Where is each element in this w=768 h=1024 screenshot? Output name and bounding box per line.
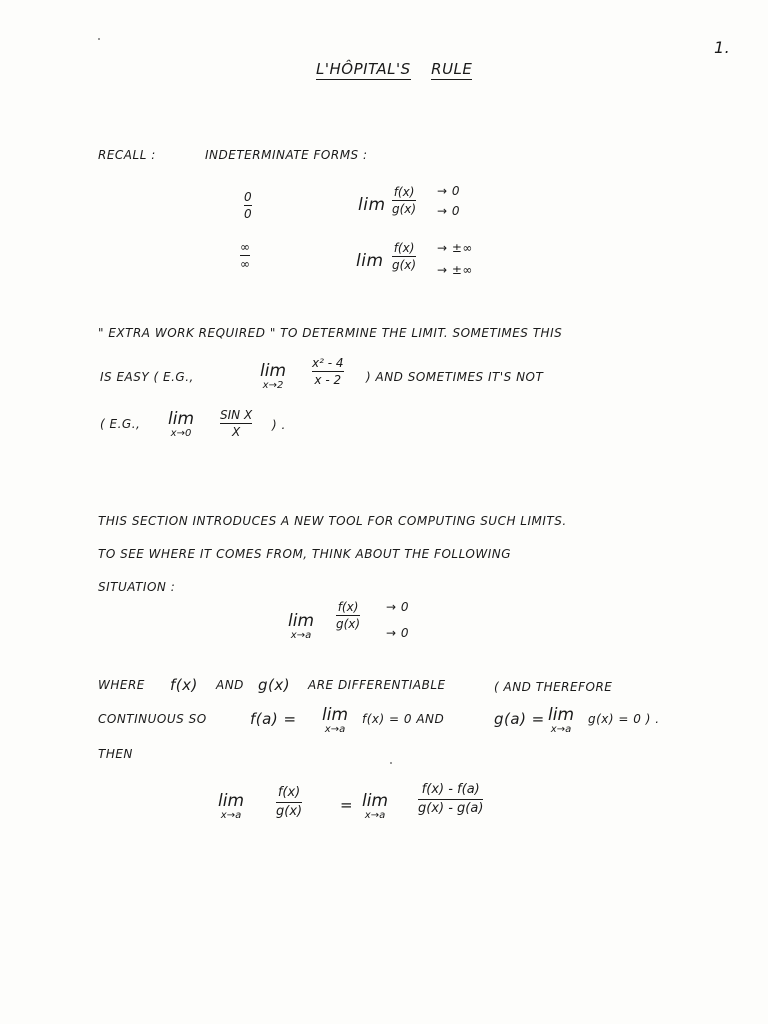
final-fraction-2 bbox=[418, 782, 483, 817]
example2-limit bbox=[168, 410, 194, 440]
form1-denominator: g(x) bbox=[392, 202, 417, 217]
final-equals: = bbox=[340, 796, 354, 814]
form2-lim: lim bbox=[356, 251, 384, 271]
scan-speck bbox=[98, 38, 100, 40]
example1-limit bbox=[260, 362, 286, 392]
para3-lim1-word: lim bbox=[322, 705, 349, 725]
final-fraction2-numerator: f(x) - f(a) bbox=[421, 782, 480, 797]
final-lim2-subscript: x→a bbox=[364, 810, 386, 821]
example2-denominator: X bbox=[231, 425, 241, 440]
title-part-1: L'HÔPITAL'S bbox=[316, 60, 411, 78]
example2-lim-word: lim bbox=[168, 409, 195, 429]
para3-lim2-word: lim bbox=[548, 705, 575, 725]
para3-fa: f(a) = bbox=[250, 710, 297, 728]
final-lim1-subscript: x→a bbox=[220, 810, 242, 821]
example2-fraction bbox=[220, 408, 252, 439]
form2-denominator-tendency: → ±∞ bbox=[437, 263, 473, 277]
para1-line1: " EXTRA WORK REQUIRED " TO DETERMINE THE LIMIT. SOMETIMES THIS bbox=[98, 326, 563, 340]
para3-and-therefore: ( AND THEREFORE bbox=[494, 680, 613, 694]
page-number: 1. bbox=[714, 38, 731, 57]
form2-numerator-tendency: → ±∞ bbox=[437, 241, 473, 255]
situation-numerator: f(x) bbox=[337, 600, 359, 614]
para3-where: WHERE bbox=[98, 678, 145, 692]
situation-numerator-tendency: → 0 bbox=[386, 600, 410, 614]
page-title bbox=[316, 60, 472, 78]
form2-fraction bbox=[392, 241, 416, 272]
example2-lim-subscript: x→0 bbox=[170, 428, 192, 439]
form2-numerator: f(x) bbox=[393, 241, 415, 255]
scan-speck bbox=[390, 762, 392, 764]
example1-numerator: x² - 4 bbox=[312, 356, 344, 370]
example1-denominator: x - 2 bbox=[314, 373, 342, 388]
para3-ga: g(a) = bbox=[494, 710, 545, 728]
symbol-numerator: ∞ bbox=[240, 240, 250, 254]
final-fraction1-numerator: f(x) bbox=[277, 785, 301, 800]
final-lim2-word: lim bbox=[362, 791, 389, 811]
para3-lim1-subscript: x→a bbox=[324, 724, 346, 735]
symbol-denominator: 0 bbox=[244, 207, 252, 222]
final-fraction1-denominator: g(x) bbox=[276, 804, 303, 820]
para1-line2-start: IS EASY ( E.G., bbox=[100, 370, 194, 384]
para3-differentiable: ARE DIFFERENTIABLE bbox=[308, 678, 446, 692]
example1-lim-word: lim bbox=[260, 361, 287, 381]
symbol-numerator: 0 bbox=[244, 190, 252, 204]
situation-lim-subscript: x→a bbox=[290, 630, 312, 641]
zero-over-zero-symbol bbox=[244, 190, 252, 221]
para3-gx: g(x) bbox=[258, 676, 291, 694]
example2-numerator: SIN X bbox=[220, 408, 253, 422]
indeterminate-forms-heading: INDETERMINATE FORMS : bbox=[205, 148, 368, 162]
example1-lim-subscript: x→2 bbox=[262, 380, 284, 391]
para3-limit-2 bbox=[548, 706, 574, 736]
para1-line3-start: ( E.G., bbox=[100, 417, 141, 431]
symbol-denominator: ∞ bbox=[240, 257, 250, 272]
final-fraction2-denominator: g(x) - g(a) bbox=[418, 801, 484, 817]
para3-and: AND bbox=[216, 678, 244, 692]
example1-fraction bbox=[312, 356, 344, 387]
form1-numerator: f(x) bbox=[393, 185, 415, 199]
infinity-over-infinity-symbol bbox=[240, 240, 250, 271]
final-lim1-word: lim bbox=[218, 791, 245, 811]
para2-line2: TO SEE WHERE IT COMES FROM, THINK ABOUT THE FOLLOWING bbox=[98, 547, 512, 561]
para3-fx-equals: f(x) = 0 AND bbox=[362, 712, 445, 726]
form1-numerator-tendency: → 0 bbox=[437, 184, 461, 198]
para3-continuous: CONTINUOUS SO bbox=[98, 712, 207, 726]
final-fraction-1 bbox=[276, 785, 302, 820]
situation-limit bbox=[288, 612, 314, 642]
form2-denominator: g(x) bbox=[392, 258, 417, 273]
situation-fraction bbox=[336, 600, 360, 631]
para3-limit-1 bbox=[322, 706, 348, 736]
form1-fraction bbox=[392, 185, 416, 216]
form1-denominator-tendency: → 0 bbox=[437, 204, 461, 218]
situation-lim-word: lim bbox=[288, 611, 315, 631]
para1-line2-end: ) AND SOMETIMES IT'S NOT bbox=[366, 370, 544, 384]
para3-then: THEN bbox=[98, 747, 133, 761]
final-limit-2 bbox=[362, 792, 388, 822]
situation-denominator: g(x) bbox=[336, 617, 361, 632]
situation-denominator-tendency: → 0 bbox=[386, 626, 410, 640]
para3-fx: f(x) bbox=[170, 676, 198, 694]
para2-line1: THIS SECTION INTRODUCES A NEW TOOL FOR COMPUTING SUCH LIMITS. bbox=[98, 514, 567, 528]
recall-label: RECALL : bbox=[98, 148, 156, 162]
final-limit-1 bbox=[218, 792, 244, 822]
para3-gx-equals: g(x) = 0 ) . bbox=[588, 712, 660, 726]
para2-line3: SITUATION : bbox=[98, 580, 176, 594]
title-part-2: RULE bbox=[431, 60, 473, 78]
form1-lim: lim bbox=[358, 195, 386, 215]
para1-line3-end: ) . bbox=[272, 418, 286, 432]
para3-lim2-subscript: x→a bbox=[550, 724, 572, 735]
